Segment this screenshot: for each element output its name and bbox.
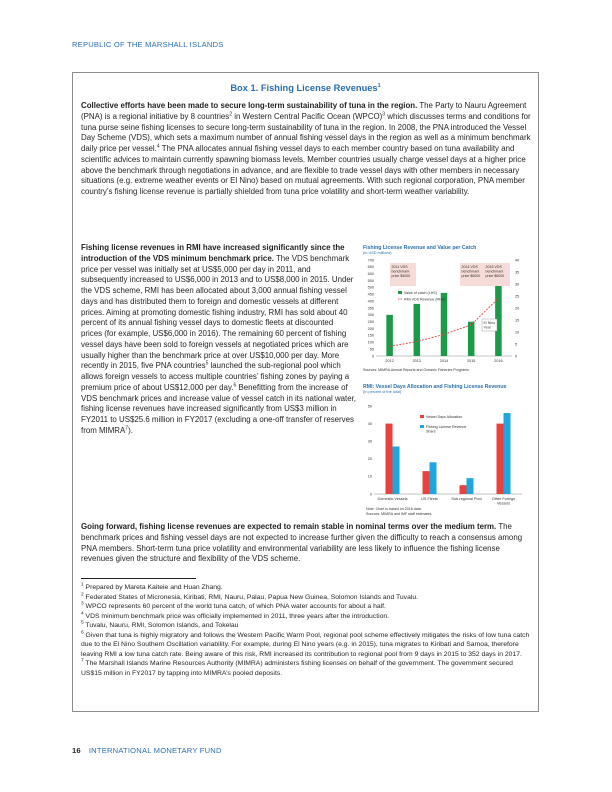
footer-text: INTERNATIONAL MONETARY FUND [88,746,222,755]
annotation-line: benchmark [485,269,504,274]
running-footer [72,746,222,755]
chart-1-svg [362,243,532,377]
text-run: ). [128,425,133,435]
lead-sentence: Fishing license revenues in RMI have increased significantly since the introduction of the VDS minimum benchmark price. [81,243,345,263]
x-tick-line: Sub-regional Pool [451,497,482,501]
chart-subtitle: (In USD millions) [363,251,392,255]
y-tick-left: 50 [369,347,374,352]
annotation-line: price $8000 [485,274,505,279]
legend-label: Vessel Days Allocation [426,414,463,419]
text-run: The VDS benchmark price per vessel was initially set at US$5,000 per day in 2011, and subsequently increased to US$6,000 in 2013 and to US$8,000 in 2015. Under the VDS scheme, RMI has been allocated about 3,000 annual fishing vessel days and has distributed them to foreign and domestic vessels at different prices. Aiming at promoting domestic fishing industry, RMI has sold about 40 percent of its annual fishing vessel days to domestic fleets at discounted prices (for example, US$6,000 in 2016). The remaining 60 percent of fishing vessel days have been sold to foreign vessels at negotiated prices which are usually higher than the benchmark price at over US$10,000 per day. More recently in 2015, five PNA countries [81,253,354,371]
annotation-text [392,265,411,278]
bar-vessel-days [460,485,467,494]
box-title-footnote-ref: 1 [377,83,381,89]
annotation-benchmark [460,263,486,286]
y-tick-right: 10 [515,330,520,335]
legend-swatch-license-revenue [420,425,424,428]
y-tick-left: 400 [367,299,374,304]
y-tick-right: 35 [515,270,520,275]
chart-fishing-license-revenue [362,243,532,377]
footnote-number: 1 [81,582,84,588]
y-tick: 50 [367,404,372,409]
footnote [81,583,533,593]
legend-label-line: Fishing License Revenue [426,424,467,429]
x-tick: 2013 [412,359,422,363]
annotation-line: Year [483,325,491,330]
annotation-line: price $5000 [391,274,411,279]
x-tick: 2012 [385,359,394,363]
bar-value-of-catch [468,322,475,356]
annotation-line: price $6000 [461,274,481,279]
y-tick-left: 650 [367,265,374,270]
y-tick-left: 550 [367,278,374,283]
text-run: in Western Central Pacific Ocean (WPCO) [232,111,383,121]
y-tick-left: 150 [367,333,374,338]
box-1 [72,72,539,712]
text-run: The PNA allocates annual fishing vessel days to each member country based on tuna availability and scientific advices to maintain currently spawning biomass levels. Member countries usually charge vessel days at a higher price above the benchmark through negotiations in advance, and are flexible to trade vessel days with other members in necessary situations (e.g. extreme weather events or El Nino) based on mutual agreements. With such regional corporation, PNA member country’s fishing license revenue is partially shielded from tuna price volatility and short-term weather variability. [81,144,526,196]
footnote-number: 7 [81,659,84,665]
chart-2-svg [362,382,532,522]
footnote-ref: 5 [205,360,209,367]
y-tick-left: 100 [367,340,374,345]
annotation-el-nino [482,319,497,331]
y-tick-right: 0 [515,354,518,359]
y-tick-left: 350 [367,306,374,311]
legend-label: Value of catch (LHS) [404,290,437,295]
x-tick: 2016 [494,359,503,363]
footnote-number: 3 [81,601,84,607]
x-tick [378,497,408,501]
y-tick-right: 5 [515,342,518,347]
y-tick-left: 500 [367,285,374,290]
text-run: The Party to Nauru Agreement (PNA) is a regional initiative by 8 countries [81,101,527,121]
chart-source: Sources: MIMRA Annual Reports and Oceanic Fisheries Programs [363,368,469,372]
footnote [81,612,533,622]
y-tick-left: 700 [367,258,374,263]
annotation-line: 2014 VDS [461,265,478,269]
footnote-text: Prepared by Mareta Kaiteie and Huan Zhang. [83,584,223,591]
footnote-number: 4 [81,611,84,617]
footnote-text: The Marshall Islands Marine Resources Authority (MIMRA) administers fishing licenses on behalf of the government. The government secured US$15 million in FY2017 by tapping into MIMRA’s pooled deposits. [81,660,513,677]
footnote-ref: 6 [233,382,237,389]
chart-subtitle: (In percent of the total) [363,390,402,394]
y-tick-left: 0 [371,354,374,359]
y-tick-right: 20 [515,306,520,311]
footnote-text: Tuvalu, Nauru, RMI, Solomon Islands, and Tokelau [83,622,239,630]
footnote [81,593,533,603]
footnote-number: 2 [81,592,84,598]
bar-value-of-catch [495,274,502,356]
text-run: The benchmark prices and fishing vessel days are not expected to increase further given the difficulty to reach a consensus among PNA members. Short-term tuna price volatility and environmental variability are less likely to influence the fishing license revenues given the structure and flexibility of the VDS scheme. [81,522,523,564]
x-tick [492,497,515,506]
chart-title: RMI: Vessel Days Allocation and Fishing License Revenue [363,384,507,390]
footnote [81,621,533,631]
annotation-text [462,265,481,278]
y-tick: 0 [369,492,372,497]
x-tick: 2015 [466,359,476,363]
footnotes [81,583,533,678]
y-tick: 30 [367,439,372,444]
legend-label-line: Share [426,429,436,434]
y-tick: 10 [367,474,372,479]
paragraph-psa-overview [81,101,533,198]
chart-vessel-days-allocation [362,382,532,522]
footnote-ref: 3 [382,111,386,118]
y-tick-left: 450 [367,292,374,297]
bar-vessel-days [497,424,504,494]
chart-title: Fishing License Revenue and Value per Catch [363,245,477,251]
bar-license-revenue [430,462,437,494]
annotation-line: benchmark [461,269,480,274]
bar-license-revenue [504,413,511,494]
footnote-ref: 2 [229,111,233,118]
x-tick-line: US Fleets [421,497,438,501]
legend-swatch-bar [398,291,402,294]
annotation-text [486,265,505,278]
annotation-line: El Nino [483,321,496,325]
footnote-number: 6 [81,630,84,636]
y-tick: 20 [367,457,372,462]
bar-license-revenue [467,478,474,494]
annotation-line: 2015 VDS [485,265,502,269]
chart-note: Note: Chart is based on 2016 data. [366,507,422,511]
bar-vessel-days [423,471,430,494]
y-tick-right: 15 [515,318,520,323]
legend-label: RMI VDS Revenue (RHS) [404,297,446,302]
x-tick [421,497,438,501]
footnote-ref: 7 [125,425,129,432]
y-tick-right: 25 [515,294,520,299]
text-run: launched the sub-regional pool which allows foreign vessels to access multiple countries’ fishing zones by paying a premium price of about US$12,000 per day. [81,361,350,392]
box-title [73,83,538,93]
x-tick-line: Domestic Vessels [377,497,408,501]
y-tick-left: 300 [367,313,374,318]
paragraph-revenue-increase [81,243,356,437]
x-tick-line: Other Foreign [491,497,516,501]
bar-value-of-catch [386,315,393,356]
x-tick: 2014 [439,359,449,363]
bar-value-of-catch [441,293,448,356]
footnote-number: 5 [81,620,84,626]
footnote [81,659,533,678]
y-tick-left: 250 [367,320,374,325]
bar-vessel-days [386,424,393,494]
lead-sentence: Going forward, fishing license revenues are expected to remain stable in nominal terms over the medium term. [81,522,497,531]
footnote-text: Given that tuna is highly migratory and follows the Western Pacific Warm Pool, regional pool scheme effectively mitigates the risks of low tuna catch due to the El Nino Southern Oscillation variability. For example, during El Nino years (e.g. in 2015), tuna migrates to Kiribati and Samoa, therefore leaving RMI a low tuna catch rate. Being aware of this risk, RMI increased its contribution to regional pool from 9 days in 2015 to 352 days in 2017. [81,631,530,658]
y-tick-right: 40 [515,258,520,263]
text-run: Benefitting from the increase of VDS benchmark prices and increase value of vessel catch in its national water, fishing license revenues have increased significantly from US$3 million in FY2011 to US$25.6 million in FY2017 (excluding a one-off transfer of reserves from MIMRA [81,382,356,435]
footnote [81,602,533,612]
footnote-text: Federated States of Micronesia, Kiribati, RMI, Nauru, Palau, Papua New Guinea, Solomon Islands and Tuvalu. [83,593,419,601]
page-number: 16 [72,746,81,755]
footnote [81,631,533,660]
annotation-benchmark [390,263,416,286]
annotation-line: 2011 VDS [391,265,408,269]
text-run: which discusses terms and conditions for tuna purse seine fishing licenses to secure long-term sustainability of tuna in the region. In 2008, the PNA introduced the Vessel Day Scheme (VDS), which sets a maximum number of annual fishing vessel days in the region as well as a minimum benchmark daily price per vessel. [81,111,531,153]
x-tick [451,497,481,501]
y-tick-left: 200 [367,326,374,331]
y-tick-left: 600 [367,272,374,277]
box-title-text: Box 1. Fishing License Revenues [230,83,378,94]
annotation-line: benchmark [391,269,410,274]
footnote-divider [81,578,196,579]
chart-source: Sources: MIMRA and IMF staff estimates. [366,512,433,516]
footnote-text: WPCO represents 60 percent of the world tuna catch, of which PNA water accounts for about a half. [83,603,386,611]
legend-label [426,425,466,434]
running-header: REPUBLIC OF THE MARSHALL ISLANDS [72,40,224,49]
y-tick: 40 [367,421,372,426]
x-tick-line: Vessels [496,501,511,506]
bar-value-of-catch [414,304,421,356]
legend-swatch-vessel-days [420,415,424,418]
annotation-benchmark [484,263,510,286]
y-tick-right: 30 [515,282,520,287]
bar-license-revenue [393,446,400,494]
lead-sentence: Collective efforts have been made to secure long-term sustainability of tuna in the region. [81,101,418,110]
footnote-ref: 4 [156,143,160,150]
paragraph-outlook [81,522,533,565]
footnote-text: VDS minimum benchmark price was officially implemented in 2011, three years after the introduction. [83,612,390,620]
